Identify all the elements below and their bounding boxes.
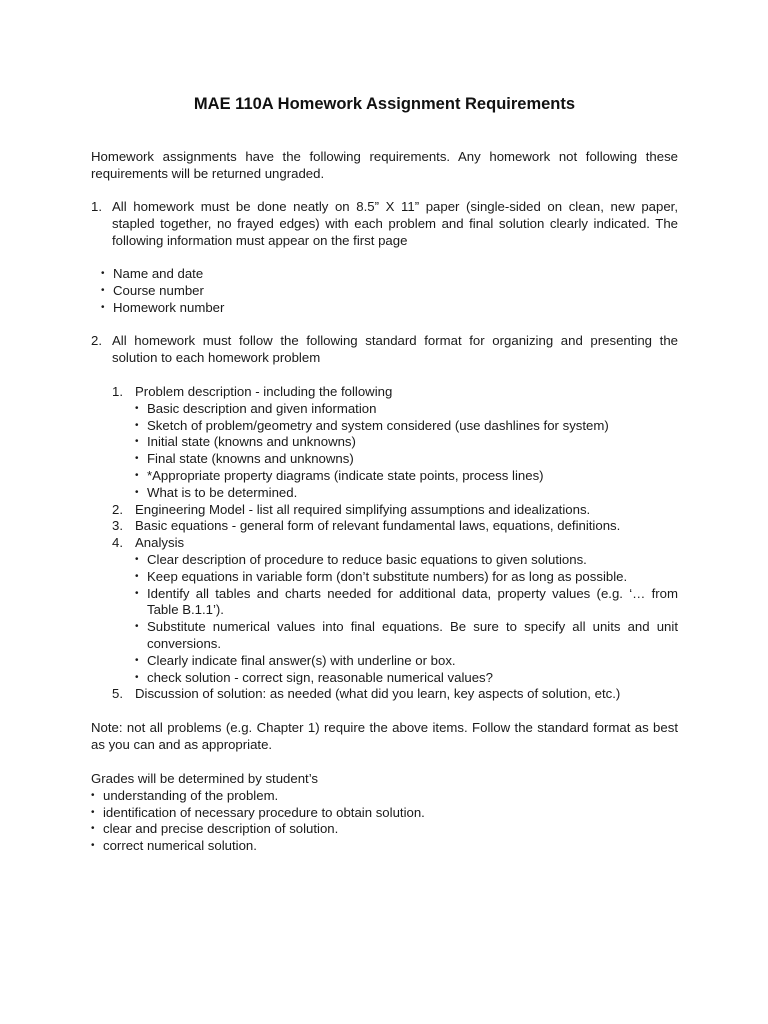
first-page-info-list (101, 266, 661, 316)
grades-heading: Grades will be determined by student’s (91, 771, 318, 786)
format-step-1 (112, 384, 678, 502)
list-item: • Clearly indicate final answer(s) with underline or box. (135, 653, 678, 670)
step-text: Basic equations - general form of relevant fundamental laws, equations, definitions. (135, 518, 621, 534)
list-item: • understanding of the problem. (91, 788, 678, 805)
step-text: Analysis (135, 535, 185, 551)
requirement-2-text: All homework must follow the following standard format for organizing and presenting the solution to each homework problem (112, 333, 678, 365)
list-item: • Course number (101, 283, 661, 300)
list-item: • Basic description and given information (135, 401, 678, 418)
format-step-2 (112, 502, 678, 519)
list-item: • Final state (knowns and unknowns) (135, 451, 678, 468)
step-1-bullets (135, 401, 678, 502)
note-paragraph: Note: not all problems (e.g. Chapter 1) require the above items. Follow the standard format as best as you can and as appropriate. (91, 720, 678, 752)
step-text: Engineering Model - list all required simplifying assumptions and idealizations. (135, 501, 591, 517)
format-step-3 (112, 518, 678, 535)
list-item: • Name and date (101, 266, 661, 283)
step-number: 3. (112, 518, 123, 534)
list-item: • identification of necessary procedure to obtain solution. (91, 805, 678, 822)
list-item: • Substitute numerical values into final equations. Be sure to specify all units and unit conversions. (135, 619, 678, 653)
step-4-bullets (135, 552, 678, 686)
list-item: • What is to be determined. (135, 485, 678, 502)
format-steps-list (112, 384, 678, 703)
list-item: • Keep equations in variable form (don’t substitute numbers) for as long as possible. (135, 569, 678, 586)
step-number: 5. (112, 686, 123, 702)
step-number: 2. (112, 501, 123, 517)
format-step-4 (112, 535, 678, 686)
format-step-5 (112, 686, 678, 703)
list-item: • *Appropriate property diagrams (indicate state points, process lines) (135, 468, 678, 485)
step-number: 4. (112, 535, 123, 551)
step-text: Discussion of solution: as needed (what did you learn, key aspects of solution, etc.) (135, 686, 621, 702)
list-item: • correct numerical solution. (91, 838, 678, 855)
intro-paragraph: Homework assignments have the following requirements. Any homework not following these requirements will be returned ungraded. (91, 149, 678, 181)
list-item: • Initial state (knowns and unknowns) (135, 434, 678, 451)
requirement-1-text: All homework must be done neatly on 8.5” X 11” paper (single-sided on clean, new paper, stapled together, no frayed edges) with each problem and final solution clearly indicated. The following information must appear on the first page (112, 199, 678, 248)
format-steps (112, 384, 678, 703)
list-item: • Sketch of problem/geometry and system considered (use dashlines for system) (135, 418, 678, 435)
grades-section (91, 771, 678, 855)
list-item: • check solution - correct sign, reasonable numerical values? (135, 670, 678, 687)
list-item: • clear and precise description of solution. (91, 821, 678, 838)
list-item: • Homework number (101, 300, 661, 317)
step-text: Problem description - including the following (135, 384, 393, 399)
document-title: MAE 110A Homework Assignment Requirements (193, 95, 576, 113)
requirement-2 (91, 333, 678, 367)
list-item: • Clear description of procedure to reduce basic equations to given solutions. (135, 552, 678, 569)
requirement-1-number: 1. (91, 199, 102, 214)
grades-criteria-list (91, 788, 678, 855)
requirement-1 (91, 199, 678, 249)
list-item: • Identify all tables and charts needed for additional data, property values (e.g. ‘… from Table B.1.1’). (135, 586, 678, 620)
requirement-2-number: 2. (91, 333, 102, 348)
step-number: 1. (112, 384, 123, 399)
